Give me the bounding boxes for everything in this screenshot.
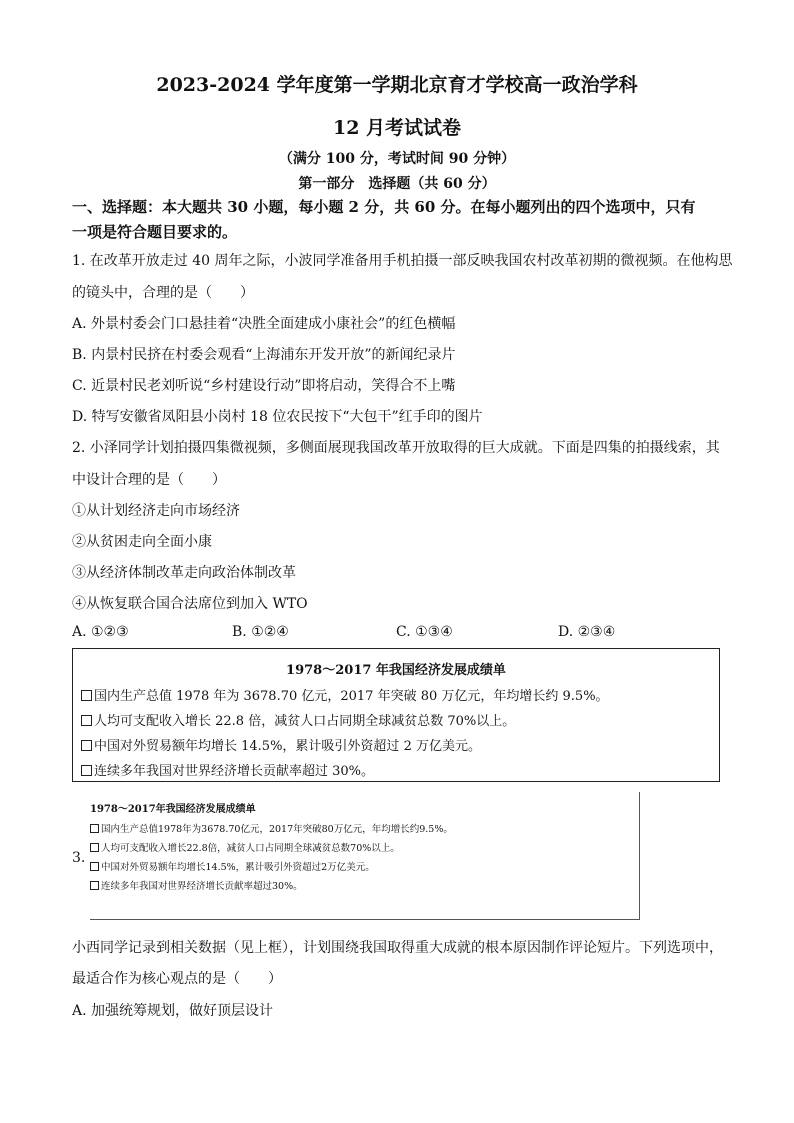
- q2-stem-line2: 中设计合理的是（ ）: [72, 472, 226, 488]
- q3-image-line: 连续多年我国对世界经济增长贡献率超过30%。: [90, 878, 303, 892]
- q3-stem-line2: 最适合作为核心观点的是（ ）: [72, 971, 282, 987]
- exam-title-line1: 2023-2024 学年度第一学期北京育才学校高一政治学科: [156, 74, 638, 96]
- q2-item-3: ③从经济体制改革走向政治体制改革: [72, 565, 296, 581]
- image-bottom-border: [90, 919, 640, 920]
- q3-scorecard-image: [90, 792, 640, 920]
- q2-item-1: ①从计划经济走向市场经济: [72, 503, 240, 519]
- scorecard-title: 1978～2017 年我国经济发展成绩单: [286, 663, 506, 678]
- section-instructions-line2: 一项是符合题目要求的。: [72, 223, 238, 241]
- scorecard-line: 人均可支配收入增长 22.8 倍，减贫人口占同期全球减贫总数 70%以上。: [81, 710, 515, 729]
- q2-option-c: C. ①③④: [396, 624, 453, 640]
- part-heading: 第一部分 选择题（共 60 分）: [298, 176, 496, 192]
- checkbox-square-icon: [81, 715, 92, 726]
- scorecard-line: 连续多年我国对世界经济增长贡献率超过 30%。: [81, 760, 374, 779]
- q2-option-a: A. ①②③: [72, 624, 129, 640]
- q2-item-4: ④从恢复联合国合法席位到加入 WTO: [72, 596, 308, 612]
- q2-option-b: B. ①②④: [232, 624, 289, 640]
- checkbox-square-icon: [90, 862, 99, 871]
- checkbox-square-icon: [90, 843, 99, 852]
- economy-scorecard-box: [72, 648, 720, 782]
- q3-stem-line1: 小西同学记录到相关数据（见上框），计划围绕我国取得重大成就的根本原因制作评论短片。下列选项中，: [72, 940, 723, 956]
- q1-option-c: C. 近景村民老刘听说“乡村建设行动”即将启动，笑得合不上嘴: [72, 378, 456, 394]
- exam-title-line2: 12 月考试试卷: [332, 117, 462, 139]
- scorecard-line: 中国对外贸易额年均增长 14.5%，累计吸引外资超过 2 万亿美元。: [81, 735, 481, 754]
- checkbox-square-icon: [81, 690, 92, 701]
- checkbox-square-icon: [81, 740, 92, 751]
- q3-image-line: 中国对外贸易额年均增长14.5%，累计吸引外资超过2万亿美元。: [90, 859, 375, 873]
- section-instructions-line1: 一、选择题：本大题共 30 小题，每小题 2 分，共 60 分。在每小题列出的四个选项中，只有: [72, 198, 696, 216]
- exam-note: （满分 100 分，考试时间 90 分钟）: [278, 151, 516, 167]
- q3-image-title: 1978～2017年我国经济发展成绩单: [90, 804, 256, 815]
- q1-option-a: A. 外景村委会门口悬挂着“决胜全面建成小康社会”的红色横幅: [72, 316, 456, 332]
- q2-item-2: ②从贫困走向全面小康: [72, 534, 212, 550]
- q3-option-a: A. 加强统筹规划，做好顶层设计: [72, 1003, 274, 1019]
- q3-number: 3.: [72, 850, 86, 866]
- q2-stem-line1: 2. 小泽同学计划拍摄四集微视频，多侧面展现我国改革开放取得的巨大成就。下面是四集的拍摄线索，其: [72, 440, 720, 456]
- q3-image-line: 人均可支配收入增长22.8倍，减贫人口占同期全球减贫总数70%以上。: [90, 840, 400, 854]
- q3-image-line: 国内生产总值1978年为3678.70亿元，2017年突破80万亿元，年均增长约9.5%。: [90, 821, 453, 835]
- scorecard-line: 国内生产总值 1978 年为 3678.70 亿元，2017 年突破 80 万亿元，年均增长约 9.5%。: [81, 685, 609, 704]
- q1-option-b: B. 内景村民挤在村委会观看“上海浦东开发开放”的新闻纪录片: [72, 347, 456, 363]
- q2-option-d: D. ②③④: [558, 624, 616, 640]
- checkbox-square-icon: [81, 765, 92, 776]
- q1-option-d: D. 特写安徽省凤阳县小岗村 18 位农民按下“大包干”红手印的图片: [72, 409, 483, 425]
- checkbox-square-icon: [90, 824, 99, 833]
- checkbox-square-icon: [90, 881, 99, 890]
- q1-stem-line2: 的镜头中，合理的是（ ）: [72, 285, 254, 301]
- image-right-border: [639, 792, 640, 920]
- q1-stem-line1: 1. 在改革开放走过 40 周年之际，小波同学准备用手机拍摄一部反映我国农村改革初期的微视频。在他构思: [72, 253, 733, 269]
